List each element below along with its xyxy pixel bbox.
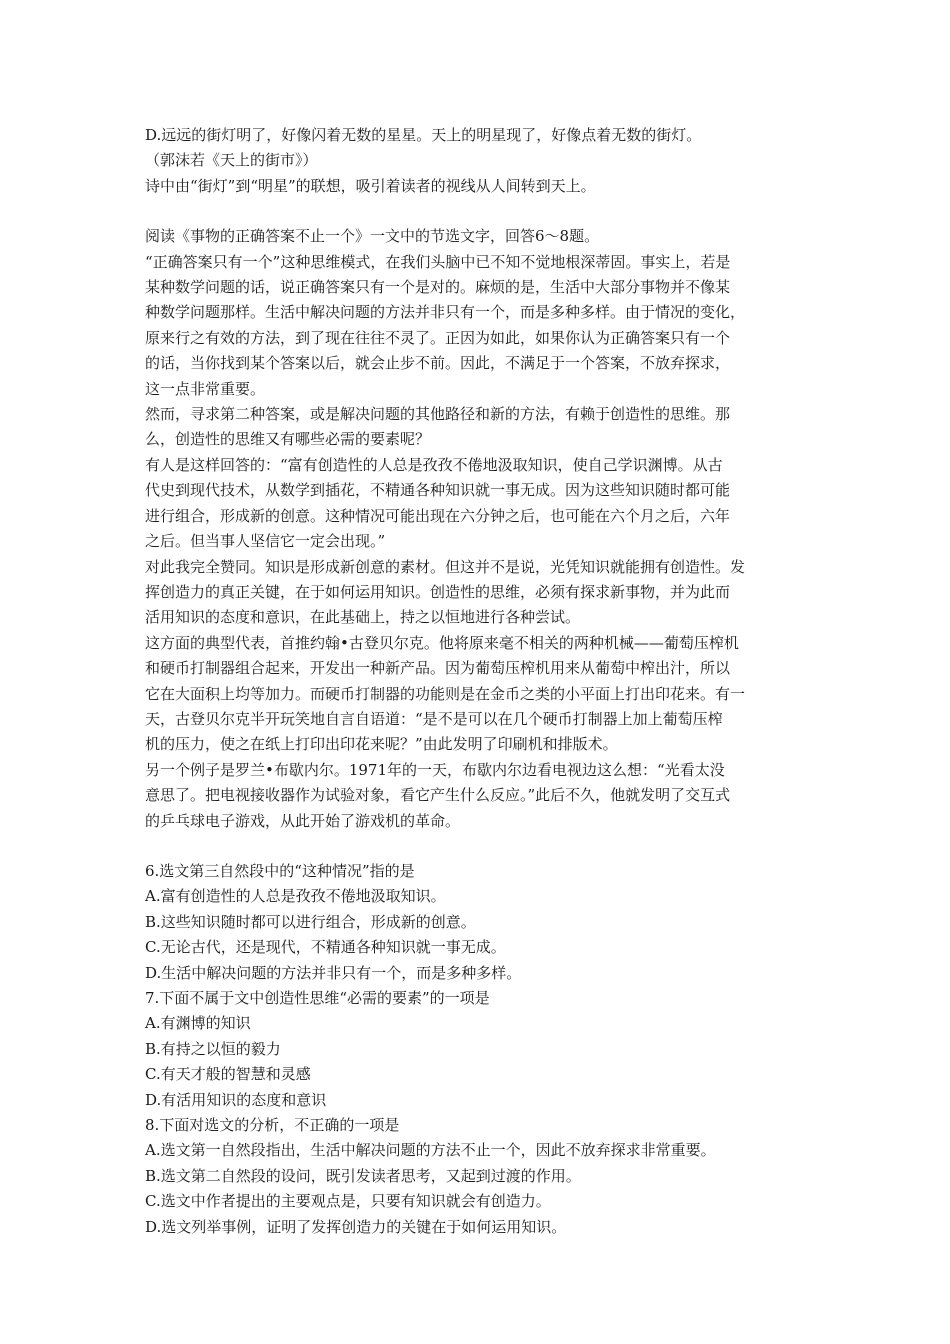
reading-instruction: 阅读《事物的正确答案不止一个》一文中的节选文字，回答6～8题。 <box>145 227 600 246</box>
paragraph-4 <box>145 555 810 631</box>
option-b: B.选文第二自然段的设问，既引发读者思考，又起到过渡的作用。 <box>145 1166 581 1185</box>
document-page <box>145 123 810 1240</box>
text-line: 机的压力，使之在纸上打印出印花来呢？”由此发明了印刷机和排版术。 <box>145 735 618 754</box>
poem-source: （郭沫若《天上的街市》） <box>145 151 318 170</box>
text-line: 种数学问题那样。生活中解决问题的方法并非只有一个，而是多种多样。由于情况的变化， <box>145 303 746 322</box>
poem-analysis: 诗中由“街灯”到“明星”的联想，吸引着读者的视线从人间转到天上。 <box>145 176 596 195</box>
question-8 <box>145 1113 810 1240</box>
text-line: “正确答案只有一个”这种思维模式，在我们头脑中已不知不觉地根深蒂固。事实上，若是 <box>145 252 731 271</box>
option-a: A.选文第一自然段指出，生活中解决问题的方法不止一个，因此不放弃探求非常重要。 <box>145 1141 716 1160</box>
spacer <box>145 834 810 859</box>
paragraph-1 <box>145 250 810 402</box>
option-b: B.这些知识随时都可以进行组合，形成新的创意。 <box>145 912 476 931</box>
text-line: 某种数学问题的话，说正确答案只有一个是对的。麻烦的是，生活中大部分事物并不像某 <box>145 278 731 297</box>
text-line: 这一点非常重要。 <box>145 379 266 398</box>
question-6 <box>145 859 810 986</box>
option-d: D.有活用知识的态度和意识 <box>145 1090 327 1109</box>
paragraph-6 <box>145 758 810 834</box>
text-line: 有人是这样回答的：“富有创造性的人总是孜孜不倦地汲取知识，使自己学识渊博。从古 <box>145 455 723 474</box>
text-line: 和硬币打制器组合起来，开发出一种新产品。因为葡萄压榨机用来从葡萄中榨出汁，所以 <box>145 659 731 678</box>
paragraph-2 <box>145 402 810 453</box>
text-line: 的话，当你找到某个答案以后，就会止步不前。因此，不满足于一个答案，不放弃探求， <box>145 354 731 373</box>
text-line: 然而，寻求第二种答案，或是解决问题的其他路径和新的方法，有赖于创造性的思维。那 <box>145 405 731 424</box>
option-d: D.选文列举事例，证明了发挥创造力的关键在于如何运用知识。 <box>145 1217 567 1236</box>
spacer <box>145 199 810 224</box>
text-line: 原来行之有效的方法，到了现在往往不灵了。正因为如此，如果你认为正确答案只有一个 <box>145 328 731 347</box>
text-line: 另一个例子是罗兰•布歇内尔。1971年的一天，布歇内尔边看电视边这么想：“光看太没 <box>145 760 725 779</box>
text-line: 对此我完全赞同。知识是形成新创意的素材。但这并不是说，光凭知识就能拥有创造性。发 <box>145 557 746 576</box>
question-7 <box>145 986 810 1113</box>
text-line: 天，古登贝尔克半开玩笑地自言自语道：“是不是可以在几个硬币打制器上加上葡萄压榨 <box>145 709 723 728</box>
option-a: A.有渊博的知识 <box>145 1014 251 1033</box>
text-line: 的乒乓球电子游戏，从此开始了游戏机的革命。 <box>145 811 461 830</box>
text-line: 意思了。把电视接收器作为试验对象，看它产生什么反应。”此后不久，他就发明了交互式 <box>145 786 731 805</box>
text-line: 代史到现代技术，从数学到插花，不精通各种知识就一事无成。因为这些知识随时都可能 <box>145 481 731 500</box>
option-c: C.选文中作者提出的主要观点是，只要有知识就会有创造力。 <box>145 1192 551 1211</box>
text-line: 挥创造力的真正关键，在于如何运用知识。创造性的思维，必须有探求新事物，并为此而 <box>145 582 731 601</box>
text-line: 活用知识的态度和意识，在此基础上，持之以恒地进行各种尝试。 <box>145 608 581 627</box>
paragraph-3 <box>145 453 810 555</box>
paragraph-5 <box>145 631 810 758</box>
question-stem: 6.选文第三自然段中的“这种情况”指的是 <box>145 861 415 880</box>
option-a: A.富有创造性的人总是孜孜不倦地汲取知识。 <box>145 887 446 906</box>
option-b: B.有持之以恒的毅力 <box>145 1039 281 1058</box>
text-line: 这方面的典型代表，首推约翰•古登贝尔克。他将原来毫不相关的两种机械——葡萄压榨机 <box>145 633 739 652</box>
text-line: 进行组合，形成新的创意。这种情况可能出现在六分钟之后，也可能在六个月之后，六年 <box>145 506 731 525</box>
question-stem: 7.下面不属于文中创造性思维“必需的要素”的一项是 <box>145 989 490 1007</box>
question-stem: 8.下面对选文的分析，不正确的一项是 <box>145 1116 400 1135</box>
text-line: 么，创造性的思维又有哪些必需的要素呢？ <box>145 430 431 449</box>
text-line: 它在大面积上均等加力。而硬币打制器的功能则是在金币之类的小平面上打出印花来。有一 <box>145 684 746 703</box>
option-c: C.无论古代，还是现代，不精通各种知识就一事无成。 <box>145 938 506 957</box>
option-d: D.生活中解决问题的方法并非只有一个，而是多种多样。 <box>145 963 522 982</box>
option-d-line: D.远远的街灯明了，好像闪着无数的星星。天上的明星现了，好像点着无数的街灯。 <box>145 126 702 144</box>
text-line: 之后。但当事人坚信它一定会出现。” <box>145 532 386 551</box>
option-c: C.有天才般的智慧和灵感 <box>145 1065 311 1084</box>
